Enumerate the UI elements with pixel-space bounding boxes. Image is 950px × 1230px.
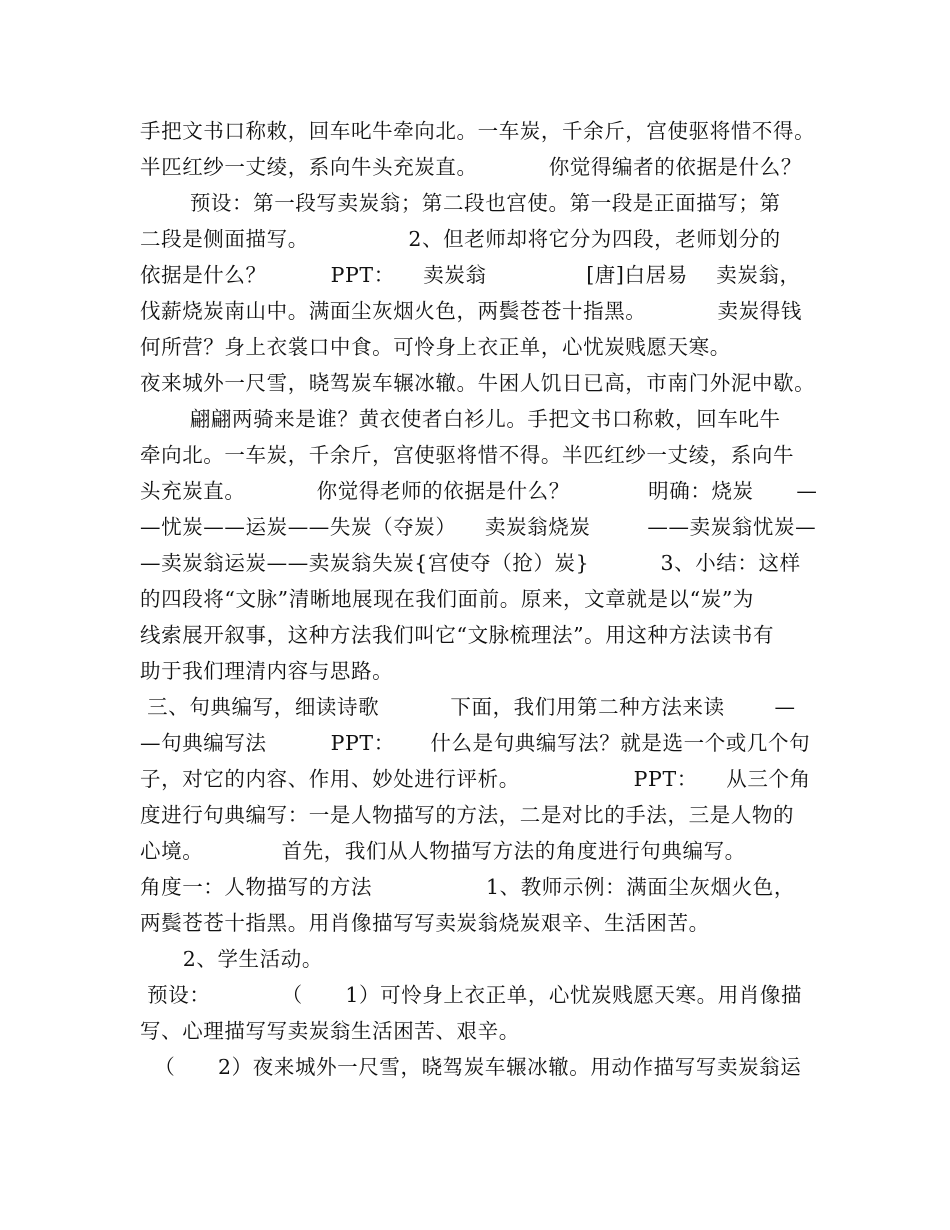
text-line: 度进行句典编写：一是人物描写的方法，二是对比的手法，三是人物的 (140, 803, 795, 827)
text-line: 两鬓苍苍十指黑。用肖像描写写卖炭翁烧炭艰辛、生活困苦。 (140, 911, 710, 935)
text-line: 预设：第一段写卖炭翁；第二段也宫使。第一段是正面描写；第 (140, 191, 781, 215)
text-line: 伐薪烧炭南山中。满面尘灰烟火色，两鬓苍苍十指黑。 卖炭得钱 (140, 299, 802, 323)
text-line: 二段是侧面描写。 2、但老师却将它分为四段，老师划分的 (140, 227, 781, 251)
text-line: 夜来城外一尺雪，晓驾炭车辗冰辙。牛困人饥日已高，市南门外泥中歇。 (140, 371, 816, 395)
text-line: 线索展开叙事，这种方法我们叫它“文脉梳理法”。用这种方法读书有 (140, 623, 775, 647)
text-line: —忧炭——运炭——失炭（夺炭） 卖炭翁烧炭 ——卖炭翁忧炭— (140, 515, 817, 539)
text-line: 子，对它的内容、作用、妙处进行评析。 PPT： 从三个角 (140, 767, 811, 791)
text-line: 的四段将“文脉”清晰地展现在我们面前。原来，文章就是以“炭”为 (140, 587, 755, 611)
text-line: 2、学生活动。 (140, 947, 323, 971)
text-line: 牵向北。一车炭，千余斤，宫使驱将惜不得。半匹红纱一丈绫，系向牛 (140, 443, 795, 467)
text-line: 半匹红纱一丈绫，系向牛头充炭直。 你觉得编者的依据是什么？ (140, 155, 802, 179)
section-heading-line: 三、句典编写，细读诗歌 下面，我们用第二种方法来读 — (140, 695, 796, 719)
text-line: 何所营？身上衣裳口中食。可怜身上衣正单，心忧炭贱愿天寒。 (140, 335, 731, 359)
text-line: 助于我们理清内容与思路。 (140, 659, 394, 683)
text-line: 心境。 首先，我们从人物描写方法的角度进行句典编写。 (140, 839, 746, 863)
text-line: 预设： （ 1）可怜身上衣正单，心忧炭贱愿天寒。用肖像描 (140, 983, 803, 1007)
text-line: 手把文书口称敕，回车叱牛牵向北。一车炭，千余斤，宫使驱将惜不得。 (140, 119, 816, 143)
text-line: 翩翩两骑来是谁？黄衣使者白衫儿。手把文书口称敕，回车叱牛 (140, 407, 781, 431)
text-line: （ 2）夜来城外一尺雪，晓驾炭车辗冰辙。用动作描写写卖炭翁运 (140, 1055, 802, 1079)
text-line: —句典编写法 PPT： 什么是句典编写法？就是选一个或几个句 (140, 731, 811, 755)
text-line: —卖炭翁运炭——卖炭翁失炭{宫使夺（抢）炭} 3、小结：这样 (140, 551, 801, 575)
text-line: 依据是什么？ PPT： 卖炭翁 [唐]白居易 卖炭翁， (140, 263, 801, 287)
text-line: 角度一：人物描写的方法 1、教师示例：满面尘灰烟火色， (140, 875, 796, 899)
text-line: 写、心理描写写卖炭翁生活困苦、艰辛。 (140, 1019, 520, 1043)
text-line: 头充炭直。 你觉得老师的依据是什么？ 明确：烧炭 — (140, 479, 818, 503)
